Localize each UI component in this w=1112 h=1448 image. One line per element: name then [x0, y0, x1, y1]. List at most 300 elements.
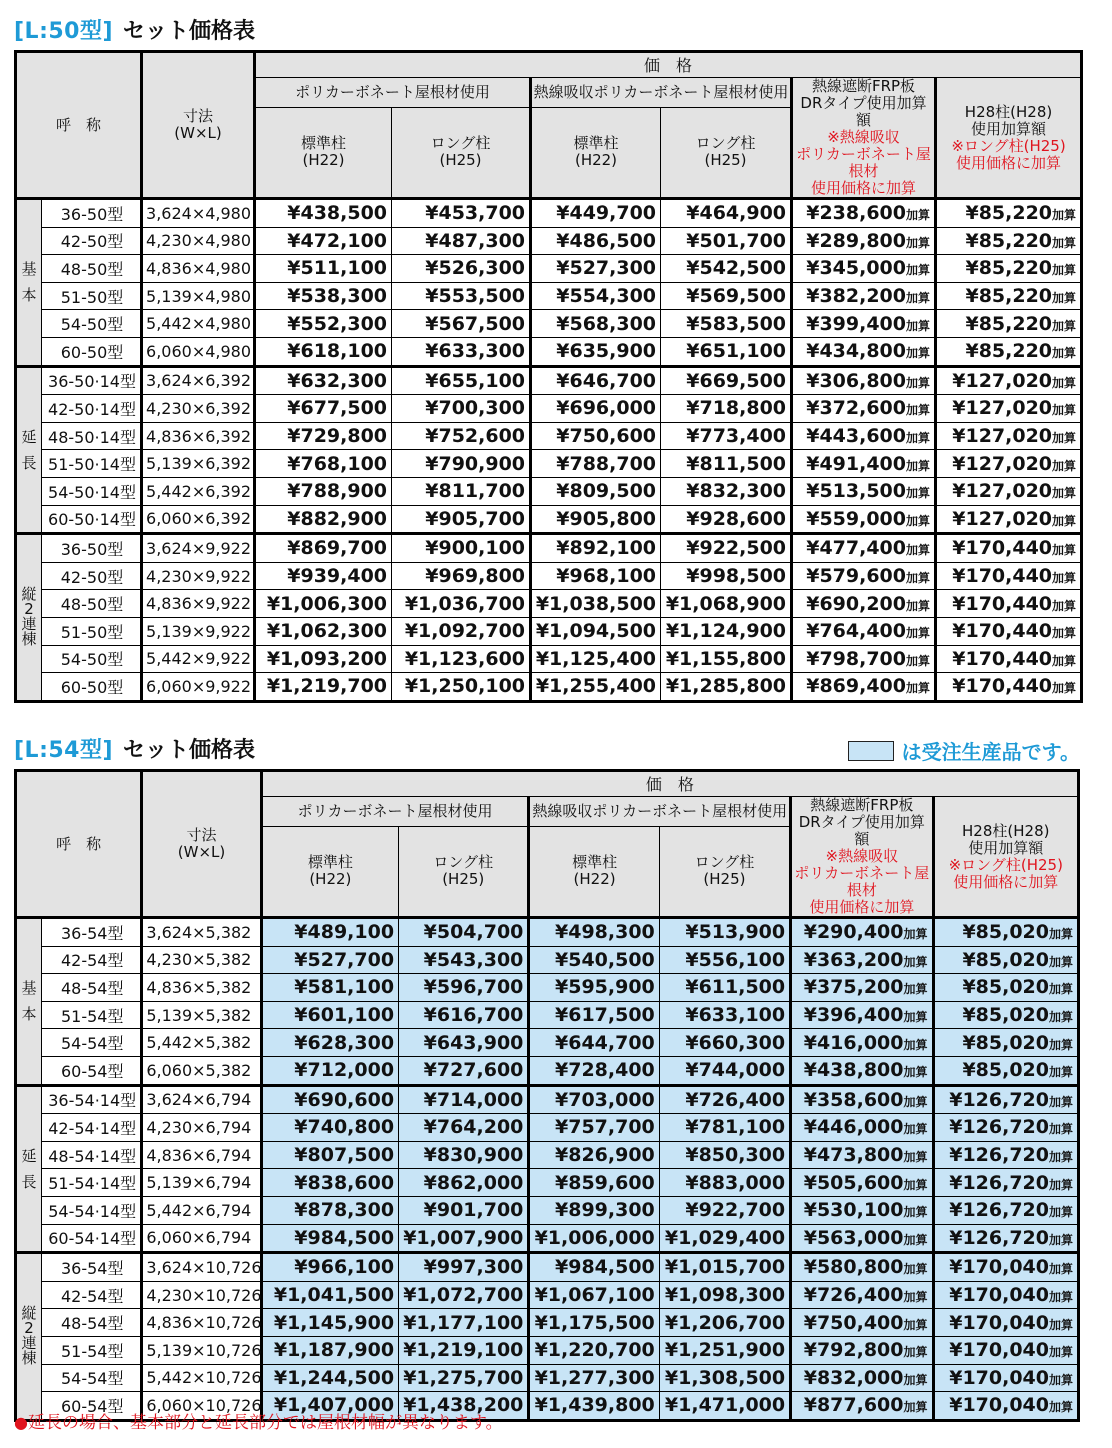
price-heat-long: ¥513,900 [659, 918, 790, 947]
addition-amount: ¥434,800 [806, 340, 906, 363]
model-name: 36-50型 [42, 199, 142, 228]
header-long-post-label: ロング柱 [694, 853, 755, 872]
price-poly-standard: ¥838,600 [261, 1169, 398, 1197]
dimensions: 6,060×6,392 [142, 505, 255, 534]
price-heat-standard: ¥1,277,300 [529, 1364, 659, 1392]
dimensions: 4,230×10,726 [142, 1281, 261, 1309]
price-heat-standard: ¥568,300 [531, 310, 661, 338]
addition-amount: ¥764,400 [806, 620, 906, 643]
addition-suffix: 加算 [1048, 954, 1073, 969]
h28-addition [933, 946, 1078, 974]
price-poly-standard: ¥768,100 [255, 450, 392, 478]
model-name: 51-50型 [42, 282, 142, 310]
header-h28-label: H28柱(H28) [964, 102, 1053, 121]
frp-addition [792, 505, 936, 534]
header-polycarbonate: ポリカーボネート屋根材使用 [255, 78, 531, 108]
price-heat-standard: ¥968,100 [531, 562, 661, 590]
model-name: 60-50·14型 [42, 505, 142, 534]
price-heat-standard: ¥1,006,000 [529, 1224, 659, 1253]
header-standard-post [531, 107, 661, 198]
price-heat-long: ¥464,900 [661, 199, 792, 228]
frp-addition [791, 1114, 933, 1142]
addition-suffix: 加算 [903, 1177, 928, 1192]
price-poly-standard: ¥438,500 [255, 199, 392, 228]
price-heat-standard: ¥595,900 [529, 974, 659, 1002]
price-poly-long: ¥1,092,700 [392, 617, 531, 645]
dimensions: 4,230×4,980 [142, 227, 255, 255]
price-heat-long: ¥811,500 [661, 450, 792, 478]
h28-addition [933, 1056, 1078, 1085]
header-standard-post-label: 標準柱 [307, 853, 353, 872]
table-row [16, 673, 1082, 702]
price-poly-standard: ¥489,100 [261, 918, 398, 947]
group-label-ext: 延 長 [16, 366, 42, 534]
addition-amount: ¥477,400 [806, 537, 906, 560]
price-heat-standard: ¥646,700 [531, 366, 661, 395]
legend-color-swatch [848, 741, 894, 761]
price-poly-standard: ¥939,400 [255, 562, 392, 590]
price-table-l50 [14, 50, 1083, 703]
addition-suffix: 加算 [1052, 263, 1077, 278]
frp-addition [791, 1196, 933, 1224]
table-row [16, 505, 1082, 534]
frp-addition [791, 1364, 933, 1392]
price-poly-long: ¥1,219,100 [399, 1336, 529, 1364]
frp-addition [791, 1141, 933, 1169]
price-poly-standard: ¥601,100 [261, 1001, 398, 1029]
addition-amount: ¥559,000 [806, 507, 906, 530]
addition-amount: ¥382,200 [806, 285, 906, 308]
price-poly-standard: ¥1,062,300 [255, 617, 392, 645]
h28-addition [936, 450, 1082, 478]
price-poly-standard: ¥1,006,300 [255, 590, 392, 618]
table-row [16, 562, 1082, 590]
addition-amount: ¥170,040 [949, 1311, 1049, 1334]
price-heat-long: ¥611,500 [659, 974, 790, 1002]
addition-suffix: 加算 [903, 954, 928, 969]
model-name: 54-50型 [42, 310, 142, 338]
h28-addition [933, 1336, 1078, 1364]
addition-suffix: 加算 [903, 1010, 928, 1025]
addition-suffix: 加算 [903, 1262, 928, 1277]
dimensions: 5,442×6,392 [142, 477, 255, 505]
price-poly-long: ¥905,700 [392, 505, 531, 534]
price-heat-long: ¥501,700 [661, 227, 792, 255]
addition-amount: ¥399,400 [806, 312, 906, 335]
dimensions: 6,060×10,726 [142, 1392, 261, 1421]
table-row [16, 534, 1082, 563]
addition-amount: ¥238,600 [806, 202, 906, 225]
addition-suffix: 加算 [1052, 458, 1077, 473]
price-heat-long: ¥744,000 [659, 1056, 790, 1085]
price-heat-standard: ¥892,100 [531, 534, 661, 563]
price-poly-standard: ¥1,219,700 [255, 673, 392, 702]
header-price: 価 格 [255, 52, 1082, 78]
addition-suffix: 加算 [906, 626, 931, 641]
model-name: 36-54·14型 [42, 1085, 142, 1114]
addition-amount: ¥85,020 [962, 1004, 1049, 1027]
model-name: 54-50型 [42, 645, 142, 673]
h28-addition [933, 918, 1078, 947]
group-label-basic: 基 本 [16, 918, 42, 1086]
price-poly-long: ¥997,300 [399, 1253, 529, 1282]
frp-addition [792, 645, 936, 673]
price-heat-standard: ¥703,000 [529, 1085, 659, 1114]
addition-suffix: 加算 [906, 681, 931, 696]
addition-suffix: 加算 [906, 235, 931, 250]
price-poly-long: ¥1,036,700 [392, 590, 531, 618]
table-row [16, 1141, 1079, 1169]
header-dimensions [142, 52, 255, 199]
price-poly-standard: ¥882,900 [255, 505, 392, 534]
price-heat-long: ¥718,800 [661, 395, 792, 423]
title-text: セット価格表 [123, 738, 256, 763]
price-heat-long: ¥1,029,400 [659, 1224, 790, 1253]
addition-suffix: 加算 [903, 1372, 928, 1387]
dimensions: 5,442×10,726 [142, 1364, 261, 1392]
addition-amount: ¥170,040 [949, 1256, 1049, 1279]
price-poly-long: ¥969,800 [392, 562, 531, 590]
addition-suffix: 加算 [1052, 626, 1077, 641]
price-heat-long: ¥1,251,900 [659, 1336, 790, 1364]
price-heat-standard: ¥859,600 [529, 1169, 659, 1197]
addition-suffix: 加算 [1052, 571, 1077, 586]
header-standard-post [255, 107, 392, 198]
addition-amount: ¥85,020 [962, 1059, 1049, 1082]
table-row [16, 1085, 1079, 1114]
header-polycarbonate: ポリカーボネート屋根材使用 [261, 797, 529, 827]
table-row [16, 1196, 1079, 1224]
addition-suffix: 加算 [1048, 1065, 1073, 1080]
header-frp-label: DRタイプ使用加算額 [798, 813, 925, 848]
header-heat-absorbing-polycarbonate: 熱線吸収ポリカーボネート屋根材使用 [529, 797, 791, 827]
price-poly-long: ¥1,438,200 [399, 1392, 529, 1421]
dimensions: 6,060×4,980 [142, 337, 255, 366]
price-poly-standard: ¥788,900 [255, 477, 392, 505]
addition-amount: ¥170,040 [949, 1339, 1049, 1362]
model-name: 51-54型 [42, 1336, 142, 1364]
dimensions: 4,230×6,794 [142, 1114, 261, 1142]
title-model: [L:50型] [14, 19, 114, 44]
frp-addition [792, 282, 936, 310]
price-heat-standard: ¥644,700 [529, 1029, 659, 1057]
price-heat-standard: ¥498,300 [529, 918, 659, 947]
addition-amount: ¥127,020 [952, 425, 1053, 448]
model-name: 42-50型 [42, 562, 142, 590]
addition-suffix: 加算 [1048, 1094, 1073, 1109]
header-name: 呼 称 [16, 771, 142, 918]
addition-suffix: 加算 [1048, 1177, 1073, 1192]
dimensions: 5,139×10,726 [142, 1336, 261, 1364]
header-frp-note: 使用価格に加算 [811, 179, 917, 197]
price-poly-long: ¥700,300 [392, 395, 531, 423]
header-long-post-height: (H25) [703, 870, 746, 889]
header-standard-post-height: (H22) [309, 870, 352, 889]
addition-suffix: 加算 [906, 571, 931, 586]
price-poly-standard: ¥878,300 [261, 1196, 398, 1224]
model-name: 42-54型 [42, 946, 142, 974]
h28-addition [936, 366, 1082, 395]
header-standard-post-height: (H22) [302, 151, 345, 170]
model-name: 54-54型 [42, 1029, 142, 1057]
table-row [16, 450, 1082, 478]
dimensions: 3,624×6,392 [142, 366, 255, 395]
addition-suffix: 加算 [1052, 346, 1077, 361]
addition-amount: ¥170,440 [952, 620, 1053, 643]
addition-suffix: 加算 [903, 982, 928, 997]
addition-suffix: 加算 [1048, 1150, 1073, 1165]
h28-addition [933, 1169, 1078, 1197]
h28-addition [936, 282, 1082, 310]
price-heat-standard: ¥1,175,500 [529, 1309, 659, 1337]
price-poly-standard: ¥966,100 [261, 1253, 398, 1282]
h28-addition [936, 477, 1082, 505]
model-name: 48-54型 [42, 1309, 142, 1337]
addition-amount: ¥170,440 [952, 647, 1053, 670]
addition-suffix: 加算 [903, 1122, 928, 1137]
price-heat-long: ¥1,068,900 [661, 590, 792, 618]
header-heat-absorbing-polycarbonate: 熱線吸収ポリカーボネート屋根材使用 [531, 78, 792, 108]
addition-suffix: 加算 [903, 1065, 928, 1080]
addition-suffix: 加算 [906, 598, 931, 613]
price-poly-standard: ¥984,500 [261, 1224, 398, 1253]
h28-addition [936, 337, 1082, 366]
price-poly-standard: ¥869,700 [255, 534, 392, 563]
header-h28-note: 使用価格に加算 [956, 153, 1062, 172]
addition-suffix: 加算 [1048, 982, 1073, 997]
price-poly-standard: ¥632,300 [255, 366, 392, 395]
dimensions: 3,624×9,922 [142, 534, 255, 563]
price-heat-standard: ¥1,255,400 [531, 673, 661, 702]
table-row [16, 1169, 1079, 1197]
addition-amount: ¥290,400 [803, 921, 904, 944]
frp-addition [792, 477, 936, 505]
addition-amount: ¥170,440 [952, 592, 1053, 615]
price-poly-long: ¥1,177,100 [399, 1309, 529, 1337]
price-poly-long: ¥633,300 [392, 337, 531, 366]
h28-addition [936, 505, 1082, 534]
dimensions: 5,442×6,794 [142, 1196, 261, 1224]
table-row [16, 477, 1082, 505]
price-poly-long: ¥830,900 [399, 1141, 529, 1169]
addition-suffix: 加算 [906, 318, 931, 333]
addition-suffix: 加算 [1052, 681, 1077, 696]
header-frp-note: ポリカーボネート屋根材 [794, 864, 930, 899]
model-name: 60-50型 [42, 673, 142, 702]
addition-amount: ¥446,000 [803, 1116, 904, 1139]
h28-addition [936, 534, 1082, 563]
addition-amount: ¥372,600 [806, 397, 906, 420]
addition-amount: ¥126,720 [949, 1226, 1049, 1249]
addition-amount: ¥726,400 [803, 1284, 904, 1307]
price-heat-standard: ¥1,094,500 [531, 617, 661, 645]
price-poly-long: ¥862,000 [399, 1169, 529, 1197]
price-heat-long: ¥922,700 [659, 1196, 790, 1224]
title-model: [L:54型] [14, 738, 114, 763]
price-poly-long: ¥752,600 [392, 422, 531, 450]
addition-amount: ¥127,020 [952, 507, 1053, 530]
addition-amount: ¥750,400 [803, 1311, 904, 1334]
price-poly-long: ¥596,700 [399, 974, 529, 1002]
h28-addition [936, 255, 1082, 283]
model-name: 36-54型 [42, 918, 142, 947]
h28-addition [936, 199, 1082, 228]
price-heat-standard: ¥696,000 [531, 395, 661, 423]
addition-suffix: 加算 [906, 346, 931, 361]
addition-amount: ¥85,220 [965, 340, 1053, 363]
addition-suffix: 加算 [903, 927, 928, 942]
header-frp-note: ※熱線吸収 [825, 847, 899, 865]
price-heat-long: ¥583,500 [661, 310, 792, 338]
addition-suffix: 加算 [906, 208, 931, 223]
header-dim-label: 寸法 [186, 826, 217, 844]
price-heat-standard: ¥449,700 [531, 199, 661, 228]
model-name: 36-50·14型 [42, 366, 142, 395]
table-row [16, 310, 1082, 338]
model-name: 36-54型 [42, 1253, 142, 1282]
addition-amount: ¥358,600 [803, 1088, 904, 1111]
frp-addition [792, 450, 936, 478]
price-heat-standard: ¥554,300 [531, 282, 661, 310]
model-name: 51-54型 [42, 1001, 142, 1029]
price-heat-standard: ¥750,600 [531, 422, 661, 450]
price-heat-long: ¥928,600 [661, 505, 792, 534]
price-heat-long: ¥633,100 [659, 1001, 790, 1029]
addition-suffix: 加算 [906, 486, 931, 501]
addition-suffix: 加算 [1048, 927, 1073, 942]
price-heat-long: ¥726,400 [659, 1085, 790, 1114]
addition-amount: ¥563,000 [803, 1226, 904, 1249]
model-name: 51-54·14型 [42, 1169, 142, 1197]
addition-amount: ¥85,220 [965, 202, 1053, 225]
addition-suffix: 加算 [1052, 543, 1077, 558]
price-heat-standard: ¥527,300 [531, 255, 661, 283]
price-heat-standard: ¥1,067,100 [529, 1281, 659, 1309]
price-poly-long: ¥567,500 [392, 310, 531, 338]
addition-amount: ¥690,200 [806, 592, 906, 615]
table-row [16, 1029, 1079, 1057]
frp-addition [792, 255, 936, 283]
header-long-post-label: ロング柱 [430, 134, 491, 153]
price-poly-long: ¥1,275,700 [399, 1364, 529, 1392]
header-name: 呼 称 [16, 52, 142, 199]
price-heat-standard: ¥984,500 [529, 1253, 659, 1282]
price-poly-long: ¥643,900 [399, 1029, 529, 1057]
addition-amount: ¥170,440 [952, 565, 1053, 588]
header-long-post [392, 107, 531, 198]
addition-suffix: 加算 [1052, 486, 1077, 501]
frp-addition [792, 227, 936, 255]
header-price: 価 格 [261, 771, 1078, 797]
h28-addition [933, 1029, 1078, 1057]
addition-amount: ¥363,200 [803, 948, 904, 971]
header-frp-label: DRタイプ使用加算額 [800, 94, 927, 129]
header-long-post-height: (H25) [442, 870, 485, 889]
addition-suffix: 加算 [1048, 1010, 1073, 1025]
price-heat-standard: ¥1,220,700 [529, 1336, 659, 1364]
price-poly-standard: ¥628,300 [261, 1029, 398, 1057]
price-heat-long: ¥781,100 [659, 1114, 790, 1142]
dimensions: 5,139×6,392 [142, 450, 255, 478]
price-poly-long: ¥764,200 [399, 1114, 529, 1142]
table-row [16, 1224, 1079, 1253]
price-poly-long: ¥1,250,100 [392, 673, 531, 702]
price-poly-long: ¥453,700 [392, 199, 531, 228]
price-poly-standard: ¥1,244,500 [261, 1364, 398, 1392]
price-heat-long: ¥1,098,300 [659, 1281, 790, 1309]
header-long-post-label: ロング柱 [695, 134, 756, 153]
frp-addition [792, 310, 936, 338]
group-label-twin: 縦 2 連 棟 [16, 534, 42, 702]
frp-addition [791, 1309, 933, 1337]
price-poly-long: ¥1,007,900 [399, 1224, 529, 1253]
h28-addition [933, 1001, 1078, 1029]
group-label-ext: 延 長 [16, 1085, 42, 1253]
model-name: 48-54型 [42, 974, 142, 1002]
header-row [16, 771, 1079, 797]
table-row [16, 1001, 1079, 1029]
h28-addition [933, 1281, 1078, 1309]
addition-suffix: 加算 [1052, 291, 1077, 306]
dimensions: 6,060×6,794 [142, 1224, 261, 1253]
h28-addition [936, 227, 1082, 255]
addition-amount: ¥530,100 [803, 1199, 904, 1222]
addition-amount: ¥869,400 [806, 675, 906, 698]
table-row [16, 395, 1082, 423]
made-to-order-legend [848, 736, 1080, 765]
addition-amount: ¥473,800 [803, 1144, 904, 1167]
price-poly-long: ¥655,100 [392, 366, 531, 395]
price-heat-long: ¥773,400 [661, 422, 792, 450]
addition-suffix: 加算 [906, 653, 931, 668]
addition-suffix: 加算 [1048, 1400, 1073, 1415]
addition-amount: ¥170,440 [952, 675, 1053, 698]
price-heat-standard: ¥540,500 [529, 946, 659, 974]
price-heat-long: ¥556,100 [659, 946, 790, 974]
addition-amount: ¥126,720 [949, 1199, 1049, 1222]
addition-amount: ¥513,500 [806, 480, 906, 503]
h28-addition [936, 562, 1082, 590]
table-row [16, 1336, 1079, 1364]
model-name: 51-50型 [42, 617, 142, 645]
addition-amount: ¥375,200 [803, 976, 904, 999]
addition-amount: ¥85,220 [965, 257, 1053, 280]
frp-addition [792, 199, 936, 228]
table-row [16, 255, 1082, 283]
addition-suffix: 加算 [1048, 1122, 1073, 1137]
price-heat-long: ¥1,308,500 [659, 1364, 790, 1392]
price-table-l54 [14, 769, 1080, 1422]
dimensions: 5,442×5,382 [142, 1029, 261, 1057]
frp-addition [791, 1056, 933, 1085]
addition-suffix: 加算 [903, 1232, 928, 1247]
addition-amount: ¥126,720 [949, 1116, 1049, 1139]
header-long-post-height: (H25) [704, 151, 747, 170]
header-standard-post-label: 標準柱 [572, 853, 618, 872]
frp-addition [791, 1281, 933, 1309]
frp-addition [792, 337, 936, 366]
price-table-section-l50 [14, 14, 1080, 703]
h28-addition [936, 310, 1082, 338]
header-long-post [399, 826, 529, 917]
price-poly-long: ¥901,700 [399, 1196, 529, 1224]
addition-suffix: 加算 [1048, 1232, 1073, 1247]
price-poly-long: ¥487,300 [392, 227, 531, 255]
dimensions: 5,139×5,382 [142, 1001, 261, 1029]
addition-amount: ¥170,040 [949, 1284, 1049, 1307]
header-dim-unit: (W×L) [174, 124, 222, 142]
price-poly-standard: ¥527,700 [261, 946, 398, 974]
